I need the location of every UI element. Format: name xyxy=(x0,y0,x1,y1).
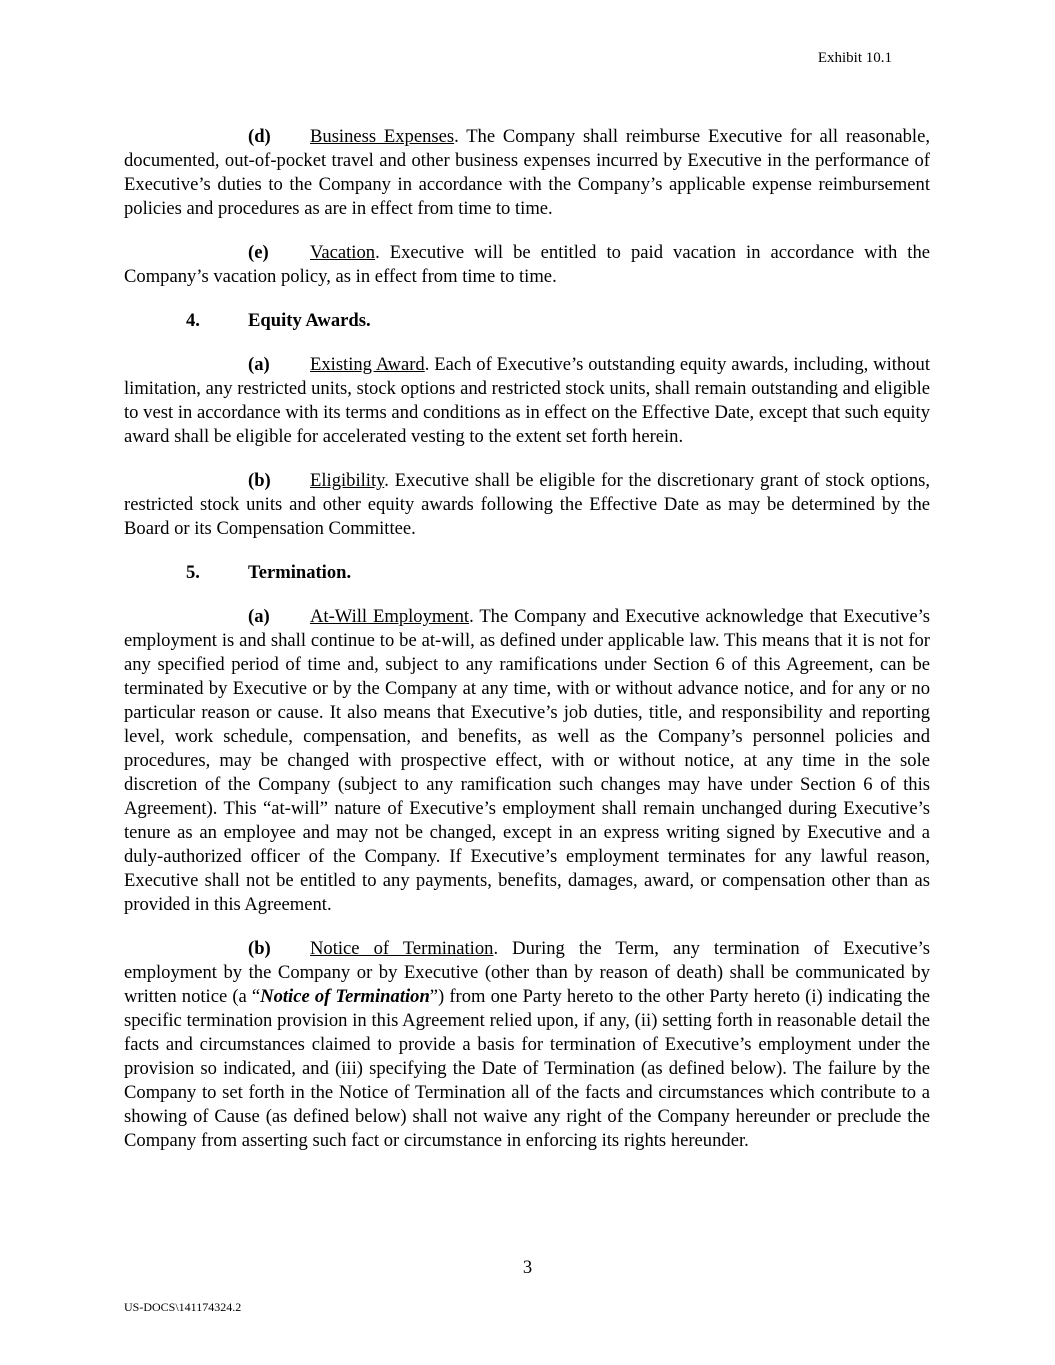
section-label: (a) xyxy=(248,606,270,627)
section-title: Eligibility xyxy=(310,470,385,491)
section-3e-paragraph xyxy=(124,241,930,289)
section-text: . During the Term, any termination of Executive’s employment by the Company or by Executive (other than by reason of death) shall be communicated by written notice (a “ xyxy=(124,938,930,1007)
section-text: . Each of Executive’s outstanding equity awards, including, without limitation, any restricted units, stock options and restricted stock units, shall remain outstanding and eligible to vest in accordance with its terms and conditions as in effect on the Effective Date, except that such equity award shall be eligible for accelerated vesting to the extent set forth herein. xyxy=(124,354,930,447)
section-5a-paragraph xyxy=(124,605,930,917)
section-text: ”) from one Party hereto to the other Party hereto (i) indicating the specific termination provision in this Agreement relied upon, if any, (ii) setting forth in reasonable detail the facts and circumstances claimed to provide a basis for termination of Executive’s employment under the provision so indicated, and (iii) specifying the Date of Termination (as defined below). The failure by the Company to set forth in the Notice of Termination all of the facts and circumstances which contribute to a showing of Cause (as defined below) shall not waive any right of the Company hereunder or preclude the Company from asserting such fact or circumstance in enforcing its rights hereunder. xyxy=(124,986,930,1151)
section-label: (e) xyxy=(248,242,269,263)
section-5b-paragraph xyxy=(124,937,930,1153)
section-text: . The Company shall reimburse Executive for all reasonable, documented, out-of-pocket travel and other business expenses incurred by Executive in the performance of Executive’s duties to the Company in accordance with the Company’s applicable expense reimbursement policies and procedures as are in effect from time to time. xyxy=(124,126,930,219)
defined-term: Notice of Termination xyxy=(260,986,430,1007)
section-4a-paragraph xyxy=(124,353,930,449)
section-title: At-Will Employment xyxy=(310,606,470,627)
section-title: Existing Award xyxy=(310,354,425,375)
document-id: US-DOCS\141174324.2 xyxy=(124,1300,242,1314)
section-number: 4. xyxy=(186,310,200,331)
page-number: 3 xyxy=(522,1257,533,1278)
section-5-heading xyxy=(124,561,930,585)
section-label: (b) xyxy=(248,470,271,491)
section-label: (b) xyxy=(248,938,271,959)
section-title: Vacation xyxy=(310,242,376,263)
section-text: . Executive shall be eligible for the discretionary grant of stock options, restricted stock units and other equity awards following the Effective Date as may be determined by the Board or its Compensation Committee. xyxy=(124,470,930,539)
section-label: (d) xyxy=(248,126,271,147)
section-number: 5. xyxy=(186,562,200,583)
section-text: . The Company and Executive acknowledge that Executive’s employment is and shall continue to be at-will, as defined under applicable law. This means that it is not for any specified period of time and, subject to any ramifications under Section 6 of this Agreement, can be terminated by Executive or by the Company at any time, with or without advance notice, and for any or no particular reason or cause. It also means that Executive’s job duties, title, and responsibility and reporting level, work schedule, compensation, and benefits, as well as the Company’s personnel policies and procedures, may be changed with prospective effect, with or without notice, at any time in the sole discretion of the Company (subject to any ramification such changes may have under Section 6 of this Agreement). This “at-will” nature of Executive’s employment shall remain unchanged during Executive’s tenure as an employee and may not be changed, except in an express writing signed by Executive and a duly-authorized officer of the Company. If Executive’s employment terminates for any lawful reason, Executive shall not be entitled to any payments, benefits, damages, award, or compensation other than as provided in this Agreement. xyxy=(124,606,930,915)
section-title: Notice of Termination xyxy=(310,938,494,959)
exhibit-label: Exhibit 10.1 xyxy=(817,50,892,66)
section-label: (a) xyxy=(248,354,270,375)
section-heading-text: Termination. xyxy=(248,562,352,583)
section-4-heading xyxy=(124,309,930,333)
section-title: Business Expenses xyxy=(310,126,455,147)
section-heading-text: Equity Awards. xyxy=(248,310,371,331)
section-4b-paragraph xyxy=(124,469,930,541)
section-text: . Executive will be entitled to paid vacation in accordance with the Company’s vacation policy, as in effect from time to time. xyxy=(124,242,930,287)
section-3d-paragraph xyxy=(124,125,930,221)
document-body xyxy=(124,125,930,1173)
